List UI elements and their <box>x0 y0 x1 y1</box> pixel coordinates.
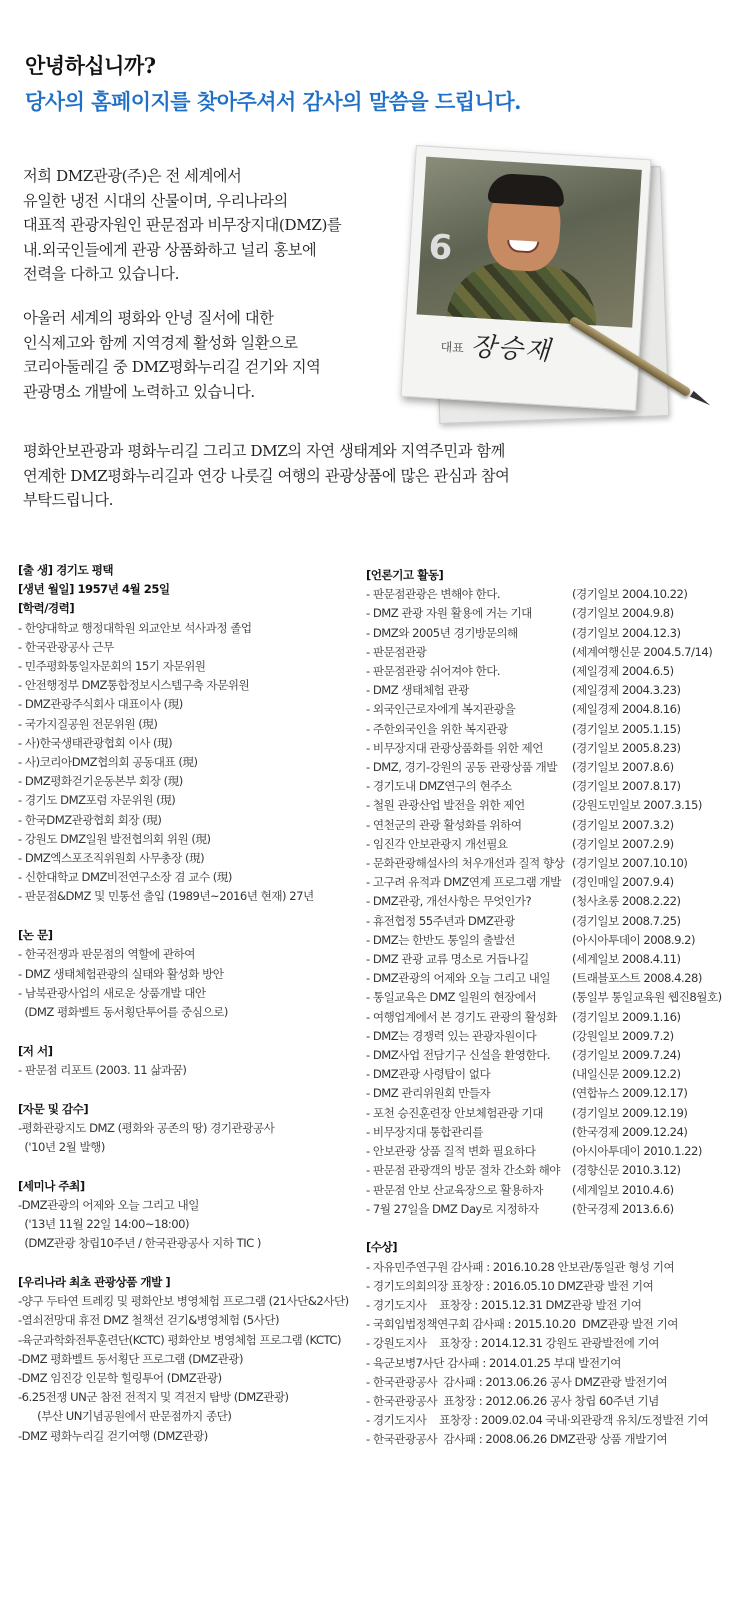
press-item <box>366 1065 736 1084</box>
press-item-source: (경기일보 2004.10.22) <box>572 587 688 602</box>
press-item <box>366 1200 736 1219</box>
press-item <box>366 1104 736 1123</box>
career-item: - 한국관광공사 근무 <box>18 639 114 654</box>
press-item <box>366 1027 736 1046</box>
press-item-source: (내일신문 2009.12.2) <box>572 1067 681 1082</box>
press-item-source: (경기일보 2005.8.23) <box>572 740 681 755</box>
awards-heading: [수상] <box>366 1240 397 1255</box>
press-item <box>366 739 736 758</box>
career-item: - 사)한국생태관광협회 이사 (現) <box>18 735 173 750</box>
press-item-source: (세계여행신문 2004.5.7/14) <box>572 644 713 659</box>
intro-line: 저희 DMZ관광(주)은 전 세계에서 <box>23 167 242 185</box>
press-item-source: (경향신문 2010.3.12) <box>572 1163 681 1178</box>
press-item-title: - 7월 27일을 DMZ Day로 지정하자 <box>366 1201 539 1216</box>
pen-tip-icon <box>690 391 712 409</box>
press-item-title: - DMZ와 2005년 경기방문의해 <box>366 625 518 640</box>
intro-line: 내.외국인들에게 관광 상품화하고 널리 홍보에 <box>23 240 317 259</box>
career-item: - DMZ관광주식회사 대표이사 (現) <box>18 697 183 712</box>
press-item <box>366 988 736 1007</box>
press-item-title: - 주한외국인을 위한 복지관광 <box>366 721 508 736</box>
firsts-item: -DMZ 평화누리길 걷기여행 (DMZ관광) <box>18 1428 208 1443</box>
press-item-source: (강원일보 2009.7.2) <box>572 1028 674 1043</box>
intro-line: 관광명소 개발에 노력하고 있습니다. <box>23 382 255 401</box>
firsts-item: -육군과학화전투훈련단(KCTC) 평화안보 병영체험 프로그램 (KCTC) <box>18 1332 342 1347</box>
press-awards-column <box>366 566 736 1450</box>
press-item-source: (경기일보 2007.10.10) <box>572 856 688 871</box>
seminar-item: (DMZ관광 창립10주년 / 한국관광공사 지하 TIC ) <box>18 1236 261 1251</box>
press-item-title: - 경기도내 DMZ연구의 현주소 <box>366 779 512 794</box>
press-item-source: (제일경제 2004.8.16) <box>572 702 681 717</box>
award-item: - 한국관광공사 감사패 : 2008.06.26 DMZ관광 상품 개발기여 <box>366 1432 668 1447</box>
press-item <box>366 1008 736 1027</box>
press-item-title: - 판문점 안보 산교육장으로 활용하자 <box>366 1182 543 1197</box>
firsts-heading: [우리나라 최초 관광상품 개발 ] <box>18 1275 171 1289</box>
press-item-title: - 비무장지대 관광상품화를 위한 제언 <box>366 740 543 755</box>
books-item: - 판문점 리포트 (2003. 11 삶과꿈) <box>18 1062 187 1077</box>
press-item-source: (경기일보 2007.3.2) <box>572 817 674 832</box>
press-item <box>366 796 736 815</box>
press-item-source: (아시아투데이 2010.1.22) <box>572 1144 702 1159</box>
thesis-heading: [논 문] <box>18 928 53 943</box>
career-heading: [학력/경력] <box>18 601 75 616</box>
press-item <box>366 700 736 719</box>
press-item-source: (한국경제 2013.6.6) <box>572 1201 674 1216</box>
intro-line: 유일한 냉전 시대의 산물이며, 우리나라의 <box>23 191 288 210</box>
intro-line: 부탁드립니다. <box>23 491 114 509</box>
press-item-source: (경기일보 2005.1.15) <box>572 721 681 736</box>
press-item-title: - 판문점관광 쉬어져야 한다. <box>366 664 501 679</box>
press-item-source: (경인매일 2007.9.4) <box>572 875 674 890</box>
press-item <box>366 1142 736 1161</box>
press-item <box>366 835 736 854</box>
press-item-source: (한국경제 2009.12.24) <box>572 1124 688 1139</box>
press-item-title: - DMZ는 한반도 통일의 출발선 <box>366 932 515 947</box>
press-item-title: - DMZ관광의 어제와 오늘 그리고 내일 <box>366 971 551 986</box>
advisory-item: ('10년 2월 발행) <box>18 1139 105 1154</box>
press-item-source: (경기일보 2004.12.3) <box>572 625 681 640</box>
intro-line: 연계한 DMZ평화누리길과 연강 나룻길 여행의 관광상품에 많은 관심과 참여 <box>23 466 510 485</box>
press-item <box>366 681 736 700</box>
intro-paragraph-3 <box>23 439 509 513</box>
intro-line: 코리아둘레길 중 DMZ평화누리길 걷기와 지역 <box>23 358 321 376</box>
press-item <box>366 950 736 969</box>
career-item: - 신한대학교 DMZ비전연구소장 겸 교수 (現) <box>18 870 232 885</box>
press-item <box>366 892 736 911</box>
award-item: - 경기도지사 표창장 : 2009.02.04 국내·외관광객 유치/도정발전 기여 <box>366 1413 709 1428</box>
advisory-item: -평화관광지도 DMZ (평화와 공존의 땅) 경기관광공사 <box>18 1120 275 1135</box>
ceo-photo <box>417 157 642 328</box>
books-heading: [저 서] <box>18 1043 53 1058</box>
press-item-title: - 포천 승진훈련장 안보체험관광 기대 <box>366 1105 543 1120</box>
award-item: - 한국관광공사 표창장 : 2012.06.26 공사 창립 60주년 기념 <box>366 1394 659 1409</box>
photo-number: 6 <box>427 227 454 269</box>
firsts-item: -양구 두타연 트레킹 및 평화안보 병영체험 프로그램 (21사단&2사단) <box>18 1294 349 1309</box>
press-item-source: (경기일보 2008.7.25) <box>572 913 681 928</box>
press-item-source: (경기일보 2004.9.8) <box>572 606 674 621</box>
career-item: - 사)코리아DMZ협의회 공동대표 (現) <box>18 755 198 770</box>
thesis-item: - 남북관광사업의 새로운 상품개발 대안 <box>18 985 206 1000</box>
press-item <box>366 720 736 739</box>
press-item <box>366 912 736 931</box>
ceo-title: 대표 <box>440 339 465 356</box>
career-item: - DMZ엑스포조직위원회 사무총장 (現) <box>18 851 205 866</box>
press-item-title: - 임진각 안보관광지 개선필요 <box>366 836 508 851</box>
press-item-title: - DMZ 관광 자원 활용에 거는 기대 <box>366 606 532 621</box>
press-item-title: - 판문점 관광객의 방문 절차 간소화 해야 <box>366 1163 560 1178</box>
press-item <box>366 643 736 662</box>
ceo-photo-card <box>401 145 652 411</box>
intro-paragraph-2 <box>23 306 320 404</box>
career-item: - 판문점&DMZ 및 민통선 출입 (1989년~2016년 현재) 27년 <box>18 889 314 904</box>
thesis-item: (DMZ 평화벨트 동서횡단투어를 중심으로) <box>18 1004 228 1019</box>
press-item-source: (경기일보 2007.8.17) <box>572 779 681 794</box>
press-item-source: (세계일보 2008.4.11) <box>572 952 681 967</box>
press-item <box>366 1084 736 1103</box>
intro-paragraph-1 <box>23 164 341 287</box>
press-item-title: - DMZ관광 사령탑이 없다 <box>366 1067 491 1082</box>
press-item-source: (청사초롱 2008.2.22) <box>572 894 681 909</box>
press-item-source: (트래블포스트 2008.4.28) <box>572 971 702 986</box>
press-item <box>366 969 736 988</box>
award-item: - 경기도의회의장 표창장 : 2016.05.10 DMZ관광 발전 기여 <box>366 1278 654 1293</box>
press-item-title: - 고구려 유적과 DMZ연계 프로그램 개발 <box>366 875 561 890</box>
profile-column <box>18 561 368 1446</box>
intro-line: 아울러 세계의 평화와 안녕 질서에 대한 <box>23 309 274 327</box>
intro-line: 전력을 다하고 있습니다. <box>23 265 179 283</box>
intro-line: 대표적 관광자원인 판문점과 비무장지대(DMZ)를 <box>23 216 342 234</box>
thesis-item: - 한국전쟁과 판문점의 역할에 관하여 <box>18 947 195 962</box>
press-item <box>366 624 736 643</box>
award-item: - 경기도지사 표창장 : 2015.12.31 DMZ관광 발전 기여 <box>366 1298 642 1313</box>
advisory-heading: [자문 및 감수] <box>18 1101 89 1116</box>
award-item: - 육군보병7사단 감사패 : 2014.01.25 부대 발전기여 <box>366 1355 621 1370</box>
press-item-source: (경기일보 2007.2.9) <box>572 836 674 851</box>
ceo-signature: 장승재 <box>469 331 553 367</box>
press-item-source: (세계일보 2010.4.6) <box>572 1182 674 1197</box>
press-item <box>366 585 736 604</box>
press-item <box>366 1123 736 1142</box>
award-item: - 국회입법정책연구회 감사패 : 2015.10.20 DMZ관광 발전 기여 <box>366 1317 678 1332</box>
press-item-title: - DMZ사업 전담기구 신설을 환영한다. <box>366 1048 551 1063</box>
press-list <box>366 585 736 1219</box>
press-item-title: - 비무장지대 통합관리를 <box>366 1124 484 1139</box>
press-item-source: (제일경제 2004.3.23) <box>572 683 681 698</box>
press-item-source: (강원도민일보 2007.3.15) <box>572 798 702 813</box>
career-item: - 국가지질공원 전문위원 (現) <box>18 716 158 731</box>
firsts-item: -DMZ 임진강 인문학 힐링투어 (DMZ관광) <box>18 1371 222 1386</box>
firsts-item: -6.25전쟁 UN군 참전 전적지 및 격전지 탐방 (DMZ관광) <box>18 1390 289 1405</box>
greeting-line-1: 안녕하십니까? <box>25 53 156 78</box>
press-item-title: - 연천군의 관광 활성화를 위하여 <box>366 817 522 832</box>
career-item: - DMZ평화걷기운동본부 회장 (現) <box>18 774 183 789</box>
award-item: - 강원도지사 표창장 : 2014.12.31 강원도 관광발전에 기여 <box>366 1336 659 1351</box>
career-item: - 경기도 DMZ포럼 자문위원 (現) <box>18 793 176 808</box>
firsts-item: (부산 UN기념공원에서 판문점까지 종단) <box>18 1409 232 1424</box>
press-item-title: - DMZ 관리위원회 만들자 <box>366 1086 491 1101</box>
press-item-source: (제일경제 2004.6.5) <box>572 664 674 679</box>
press-item <box>366 1181 736 1200</box>
press-item-title: - DMZ관광, 개선사항은 무엇인가? <box>366 894 532 909</box>
press-item <box>366 873 736 892</box>
press-item-title: - 통일교육은 DMZ 일원의 현장에서 <box>366 990 537 1005</box>
birthplace: [출 생] 경기도 평택 <box>18 563 114 577</box>
press-item-title: - DMZ는 경쟁력 있는 관광자원이다 <box>366 1028 537 1043</box>
press-item <box>366 931 736 950</box>
greeting-line-2: 당사의 홈페이지를 찾아주셔서 감사의 말씀을 드립니다. <box>25 89 521 114</box>
hair-shape <box>488 173 566 208</box>
awards-list <box>366 1258 736 1450</box>
seminar-heading: [세미나 주최] <box>18 1178 85 1193</box>
firsts-item: -열쇠전망대 휴전 DMZ 철책선 걷기&병영체험 (5사단) <box>18 1313 280 1328</box>
press-item-title: - DMZ, 경기-강원의 공동 관광상품 개발 <box>366 760 557 775</box>
career-item: - 강원도 DMZ일원 발전협의회 위원 (現) <box>18 831 211 846</box>
press-item <box>366 1046 736 1065</box>
press-item-source: (연합뉴스 2009.12.17) <box>572 1086 688 1101</box>
award-item: - 한국관광공사 감사패 : 2013.06.26 공사 DMZ관광 발전기여 <box>366 1374 668 1389</box>
press-item-title: - 휴전협정 55주년과 DMZ관광 <box>366 913 515 928</box>
career-item: - 한국DMZ관광협회 회장 (現) <box>18 812 162 827</box>
press-item <box>366 1161 736 1180</box>
press-item-source: (경기일보 2009.1.16) <box>572 1009 681 1024</box>
press-item-title: - 철원 관광산업 발전을 위한 제언 <box>366 798 525 813</box>
intro-line: 인식제고와 함께 지역경제 활성화 일환으로 <box>23 333 298 352</box>
press-item-title: - 문화관광해설사의 처우개선과 질적 향상 <box>366 856 565 871</box>
intro-line: 평화안보관광과 평화누리길 그리고 DMZ의 자연 생태계와 지역주민과 함께 <box>23 442 505 460</box>
career-item: - 민주평화통일자문회의 15기 자문위원 <box>18 659 206 674</box>
press-item-source: (경기일보 2007.8.6) <box>572 760 674 775</box>
award-item: - 자유민주연구원 감사패 : 2016.10.28 안보관/통일관 형성 기여 <box>366 1259 675 1274</box>
career-item: - 안전행정부 DMZ통합정보시스템구축 자문위원 <box>18 678 250 693</box>
firsts-item: -DMZ 평화벨트 동서횡단 프로그램 (DMZ관광) <box>18 1351 244 1366</box>
birthdate: [생년 월일] 1957년 4월 25일 <box>18 582 170 597</box>
press-item-title: - 판문점관광 <box>366 644 427 659</box>
press-item <box>366 816 736 835</box>
thesis-item: - DMZ 생태체험관광의 실태와 활성화 방안 <box>18 966 224 981</box>
press-item-title: - DMZ 관광 교류 명소로 거듭나길 <box>366 952 529 967</box>
press-item-title: - 외국인근로자에게 복지관광을 <box>366 702 516 717</box>
press-item <box>366 662 736 681</box>
press-heading: [언론기고 활동] <box>366 568 444 582</box>
press-item <box>366 758 736 777</box>
press-item-title: - DMZ 생태체험 관광 <box>366 683 469 698</box>
press-item-source: (경기일보 2009.7.24) <box>572 1048 681 1063</box>
press-item-source: (경기일보 2009.12.19) <box>572 1105 688 1120</box>
press-item <box>366 604 736 623</box>
press-item-source: (통일부 통일교육원 웹진8월호) <box>572 990 722 1005</box>
press-item-source: (아시아투데이 2008.9.2) <box>572 932 696 947</box>
press-item-title: - 여행업계에서 본 경기도 관광의 활성화 <box>366 1009 557 1024</box>
press-item <box>366 777 736 796</box>
career-item: - 한양대학교 행정대학원 외교안보 석사과정 졸업 <box>18 620 252 635</box>
seminar-item: -DMZ관광의 어제와 오늘 그리고 내일 <box>18 1197 199 1212</box>
press-item-title: - 안보관광 상품 질적 변화 필요하다 <box>366 1144 536 1159</box>
press-item <box>366 854 736 873</box>
seminar-item: ('13년 11월 22일 14:00~18:00) <box>18 1217 190 1232</box>
press-item-title: - 판문점관광은 변해야 한다. <box>366 587 501 602</box>
